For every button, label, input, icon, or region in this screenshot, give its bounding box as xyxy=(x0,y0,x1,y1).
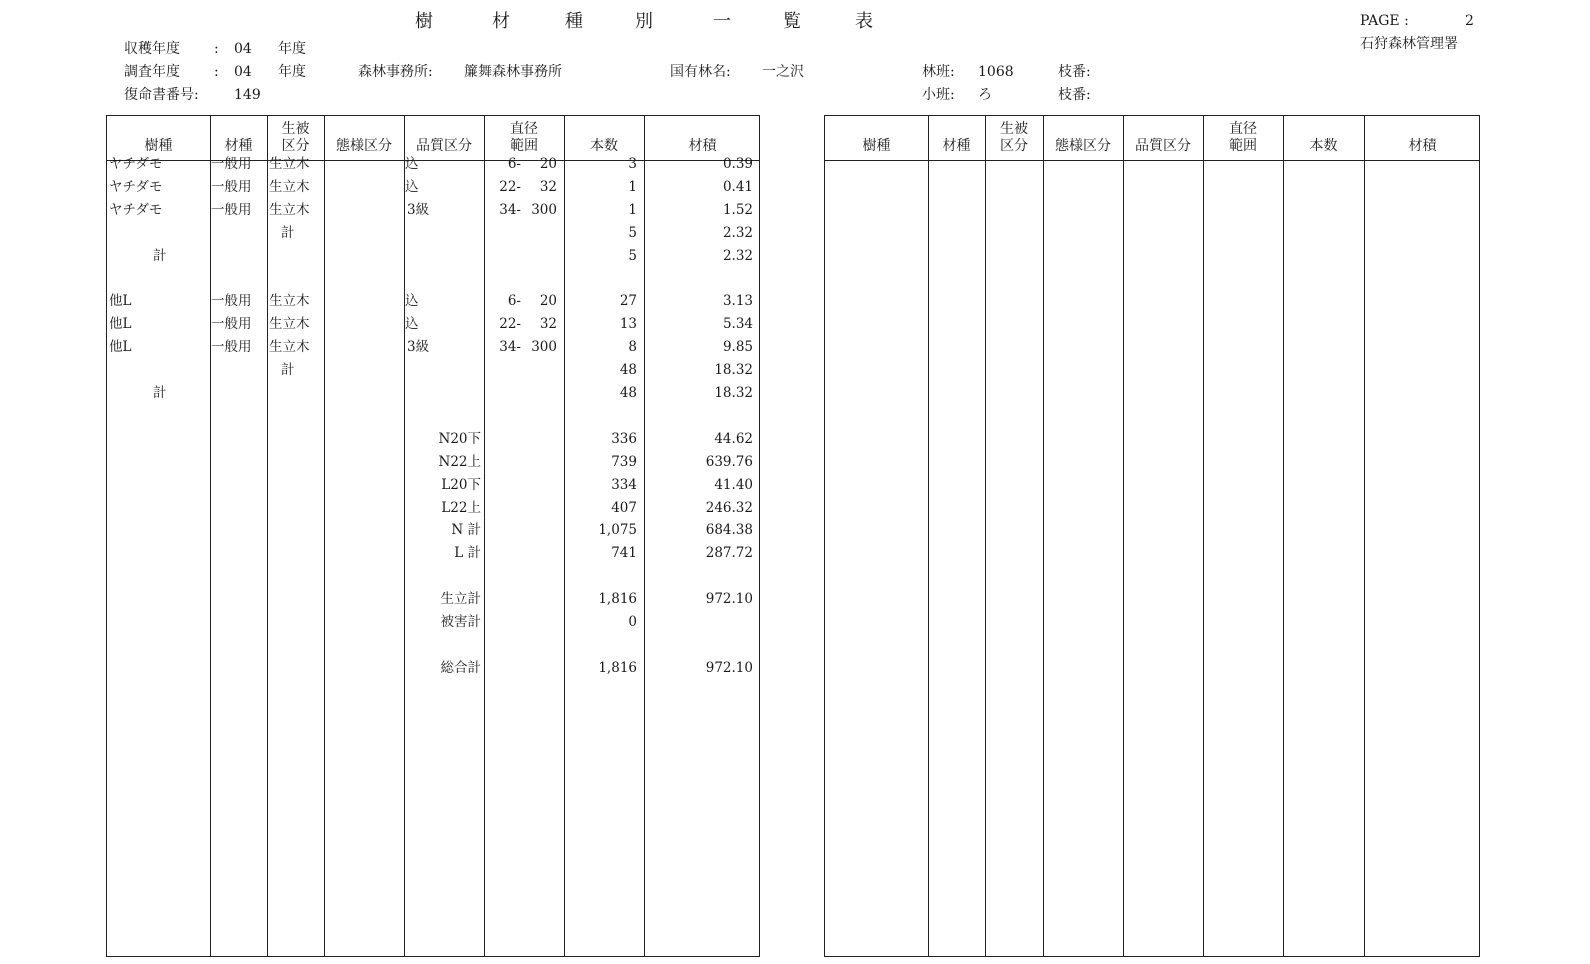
cell-timber: 一般用 xyxy=(211,293,252,309)
harvest-year-label: 収穫年度 xyxy=(124,41,180,57)
column-divider xyxy=(404,116,405,956)
cell-volume: 2.32 xyxy=(722,225,753,241)
cell-volume: 639.76 xyxy=(705,454,753,470)
branch-number-label: 枝番: xyxy=(1058,87,1091,103)
cell-summary: 生立計 xyxy=(440,591,481,607)
column-header-text: 樹種 xyxy=(862,138,891,154)
cell-volume: 0.39 xyxy=(722,156,753,172)
cell-volume: 41.40 xyxy=(714,477,753,493)
column-header-text: 区分 xyxy=(1000,138,1028,154)
cell-volume: 972.10 xyxy=(705,660,753,676)
species-table-right xyxy=(824,115,1480,957)
sub-compartment-value: ろ xyxy=(978,87,992,103)
column-header-text: 材種 xyxy=(224,138,253,154)
cell-species: ヤチダモ xyxy=(109,156,163,172)
column-header-text: 本数 xyxy=(1309,138,1338,154)
cell-volume: 684.38 xyxy=(705,522,753,538)
cell-volume: 18.32 xyxy=(714,385,753,401)
harvest-year-sep: : xyxy=(214,41,219,57)
cell-diameter-max: 32 xyxy=(539,316,557,332)
forest-compartment-label: 林班: xyxy=(922,64,955,80)
column-header-text: 生被 xyxy=(281,121,310,137)
cell-count: 1,816 xyxy=(598,660,637,676)
column-header-count xyxy=(1283,116,1364,160)
cell-count: 739 xyxy=(611,454,637,470)
column-header-text: 生被 xyxy=(1000,121,1028,137)
cell-species: ヤチダモ xyxy=(109,179,163,195)
national-forest-value: 一之沢 xyxy=(762,64,804,80)
cell-count: 407 xyxy=(611,500,637,516)
restoration-no-label: 復命書番号: xyxy=(124,87,199,103)
cell-volume: 44.62 xyxy=(714,431,753,447)
branch-number-label: 枝番: xyxy=(1058,64,1091,80)
cell-quality: 3級 xyxy=(407,339,430,355)
cell-diameter-max: 20 xyxy=(539,156,557,172)
cell-summary: 被害計 xyxy=(440,614,481,630)
cell-count: 1,075 xyxy=(598,522,637,538)
cell-volume: 5.34 xyxy=(722,316,753,332)
title-char: 樹 xyxy=(415,11,433,32)
title-char: 材 xyxy=(492,11,510,32)
office-name: 石狩森林管理署 xyxy=(1360,36,1458,52)
cell-species: 他L xyxy=(109,339,132,355)
cell-timber: 一般用 xyxy=(211,202,252,218)
column-header-timber xyxy=(928,116,985,160)
cell-diameter-min: 34- xyxy=(499,339,521,355)
cell-quality: 3級 xyxy=(407,202,430,218)
cell-live: 生立木 xyxy=(269,156,310,172)
column-header-text: 範囲 xyxy=(1229,138,1257,154)
column-header-diameter xyxy=(1203,116,1283,160)
cell-volume: 287.72 xyxy=(705,545,753,561)
cell-summary: N20下 xyxy=(438,431,481,447)
cell-live-subtotal: 計 xyxy=(281,225,295,241)
cell-diameter-min: 6- xyxy=(507,156,521,172)
cell-count: 1 xyxy=(628,179,637,195)
column-divider xyxy=(324,116,325,956)
header-divider xyxy=(825,160,1479,161)
forest-office-label: 森林事務所: xyxy=(358,64,433,80)
column-header-diameter xyxy=(484,116,564,160)
cell-live: 生立木 xyxy=(269,339,310,355)
cell-count: 48 xyxy=(619,385,637,401)
cell-volume: 18.32 xyxy=(714,362,753,378)
column-header-species xyxy=(825,116,928,160)
survey-year-value: 04 xyxy=(234,64,252,80)
cell-summary: L22上 xyxy=(441,500,481,516)
species-table-left xyxy=(106,115,760,957)
cell-diameter-min: 22- xyxy=(499,316,521,332)
column-header-timber xyxy=(210,116,267,160)
cell-quality: 込 xyxy=(405,293,419,309)
cell-volume: 972.10 xyxy=(705,591,753,607)
cell-count: 334 xyxy=(611,477,637,493)
cell-quality: 込 xyxy=(405,156,419,172)
restoration-no-value: 149 xyxy=(234,87,261,103)
cell-species: 他L xyxy=(109,316,132,332)
cell-summary: 総合計 xyxy=(440,660,481,676)
column-header-text: 態様区分 xyxy=(336,138,392,154)
cell-species: ヤチダモ xyxy=(109,202,163,218)
survey-year-sep: : xyxy=(214,64,219,80)
column-header-volume xyxy=(1364,116,1481,160)
cell-live: 生立木 xyxy=(269,202,310,218)
column-divider xyxy=(1203,116,1204,956)
column-header-form xyxy=(1043,116,1123,160)
cell-live: 生立木 xyxy=(269,316,310,332)
cell-quality: 込 xyxy=(405,316,419,332)
column-header-text: 態様区分 xyxy=(1055,138,1111,154)
column-header-live xyxy=(985,116,1043,160)
column-header-count xyxy=(564,116,644,160)
column-header-live xyxy=(267,116,324,160)
cell-count: 1 xyxy=(628,202,637,218)
title-char: 別 xyxy=(635,11,653,32)
column-divider xyxy=(484,116,485,956)
column-header-text: 直径 xyxy=(510,121,538,137)
cell-live: 生立木 xyxy=(269,179,310,195)
column-header-text: 材種 xyxy=(942,138,971,154)
column-header-text: 範囲 xyxy=(510,138,538,154)
cell-volume: 9.85 xyxy=(722,339,753,355)
column-divider xyxy=(267,116,268,956)
cell-count: 741 xyxy=(611,545,637,561)
column-header-volume xyxy=(644,116,761,160)
cell-volume: 1.52 xyxy=(722,202,753,218)
cell-count: 48 xyxy=(619,362,637,378)
column-divider xyxy=(1123,116,1124,956)
report-title xyxy=(405,10,925,34)
cell-diameter-max: 300 xyxy=(531,202,557,218)
cell-count: 5 xyxy=(628,225,637,241)
sub-compartment-label: 小班: xyxy=(922,87,955,103)
title-char: 種 xyxy=(565,11,583,32)
cell-count: 0 xyxy=(628,614,637,630)
survey-year-label: 調査年度 xyxy=(124,64,180,80)
cell-species-total: 計 xyxy=(153,385,167,401)
column-header-text: 区分 xyxy=(281,138,310,154)
cell-species: 他L xyxy=(109,293,132,309)
forest-compartment-value: 1068 xyxy=(978,64,1014,80)
harvest-year-value: 04 xyxy=(234,41,252,57)
cell-timber: 一般用 xyxy=(211,179,252,195)
cell-diameter-min: 6- xyxy=(507,293,521,309)
column-divider xyxy=(1043,116,1044,956)
cell-live: 生立木 xyxy=(269,293,310,309)
column-header-text: 樹種 xyxy=(144,138,173,154)
cell-summary: L20下 xyxy=(441,477,481,493)
column-divider xyxy=(985,116,986,956)
column-header-text: 材積 xyxy=(1408,138,1437,154)
title-char: 表 xyxy=(855,11,873,32)
column-header-text: 本数 xyxy=(590,138,618,154)
cell-count: 8 xyxy=(628,339,637,355)
cell-summary: N 計 xyxy=(451,522,481,538)
cell-timber: 一般用 xyxy=(211,339,252,355)
column-divider xyxy=(644,116,645,956)
cell-count: 27 xyxy=(619,293,637,309)
cell-count: 3 xyxy=(628,156,637,172)
cell-timber: 一般用 xyxy=(211,156,252,172)
cell-species-total: 計 xyxy=(153,248,167,264)
survey-year-unit: 年度 xyxy=(278,64,306,80)
title-char: 覧 xyxy=(783,11,801,32)
column-header-species xyxy=(107,116,210,160)
column-header-text: 材積 xyxy=(688,138,717,154)
column-divider xyxy=(1364,116,1365,956)
cell-live-subtotal: 計 xyxy=(281,362,295,378)
page-number: 2 xyxy=(1465,13,1474,29)
title-char: 一 xyxy=(713,11,731,32)
cell-volume: 246.32 xyxy=(705,500,753,516)
column-header-text: 直径 xyxy=(1229,121,1257,137)
cell-count: 336 xyxy=(611,431,637,447)
cell-diameter-min: 34- xyxy=(499,202,521,218)
cell-count: 1,816 xyxy=(598,591,637,607)
cell-count: 13 xyxy=(619,316,637,332)
cell-diameter-min: 22- xyxy=(499,179,521,195)
column-header-text: 品質区分 xyxy=(416,138,472,154)
column-divider xyxy=(210,116,211,956)
column-header-form xyxy=(324,116,404,160)
national-forest-label: 国有林名: xyxy=(670,64,731,80)
cell-diameter-max: 32 xyxy=(539,179,557,195)
page-label: PAGE : xyxy=(1360,13,1409,29)
column-divider xyxy=(1283,116,1284,956)
cell-timber: 一般用 xyxy=(211,316,252,332)
cell-diameter-max: 300 xyxy=(531,339,557,355)
column-header-quality xyxy=(404,116,484,160)
cell-summary: N22上 xyxy=(438,454,481,470)
column-header-quality xyxy=(1123,116,1203,160)
forest-office-value: 簾舞森林事務所 xyxy=(464,64,562,80)
cell-volume: 0.41 xyxy=(722,179,753,195)
cell-quality: 込 xyxy=(405,179,419,195)
cell-count: 5 xyxy=(628,248,637,264)
cell-volume: 2.32 xyxy=(722,248,753,264)
cell-volume: 3.13 xyxy=(722,293,753,309)
cell-diameter-max: 20 xyxy=(539,293,557,309)
column-divider xyxy=(928,116,929,956)
column-header-text: 品質区分 xyxy=(1135,138,1191,154)
harvest-year-unit: 年度 xyxy=(278,41,306,57)
cell-summary: L 計 xyxy=(454,545,481,561)
